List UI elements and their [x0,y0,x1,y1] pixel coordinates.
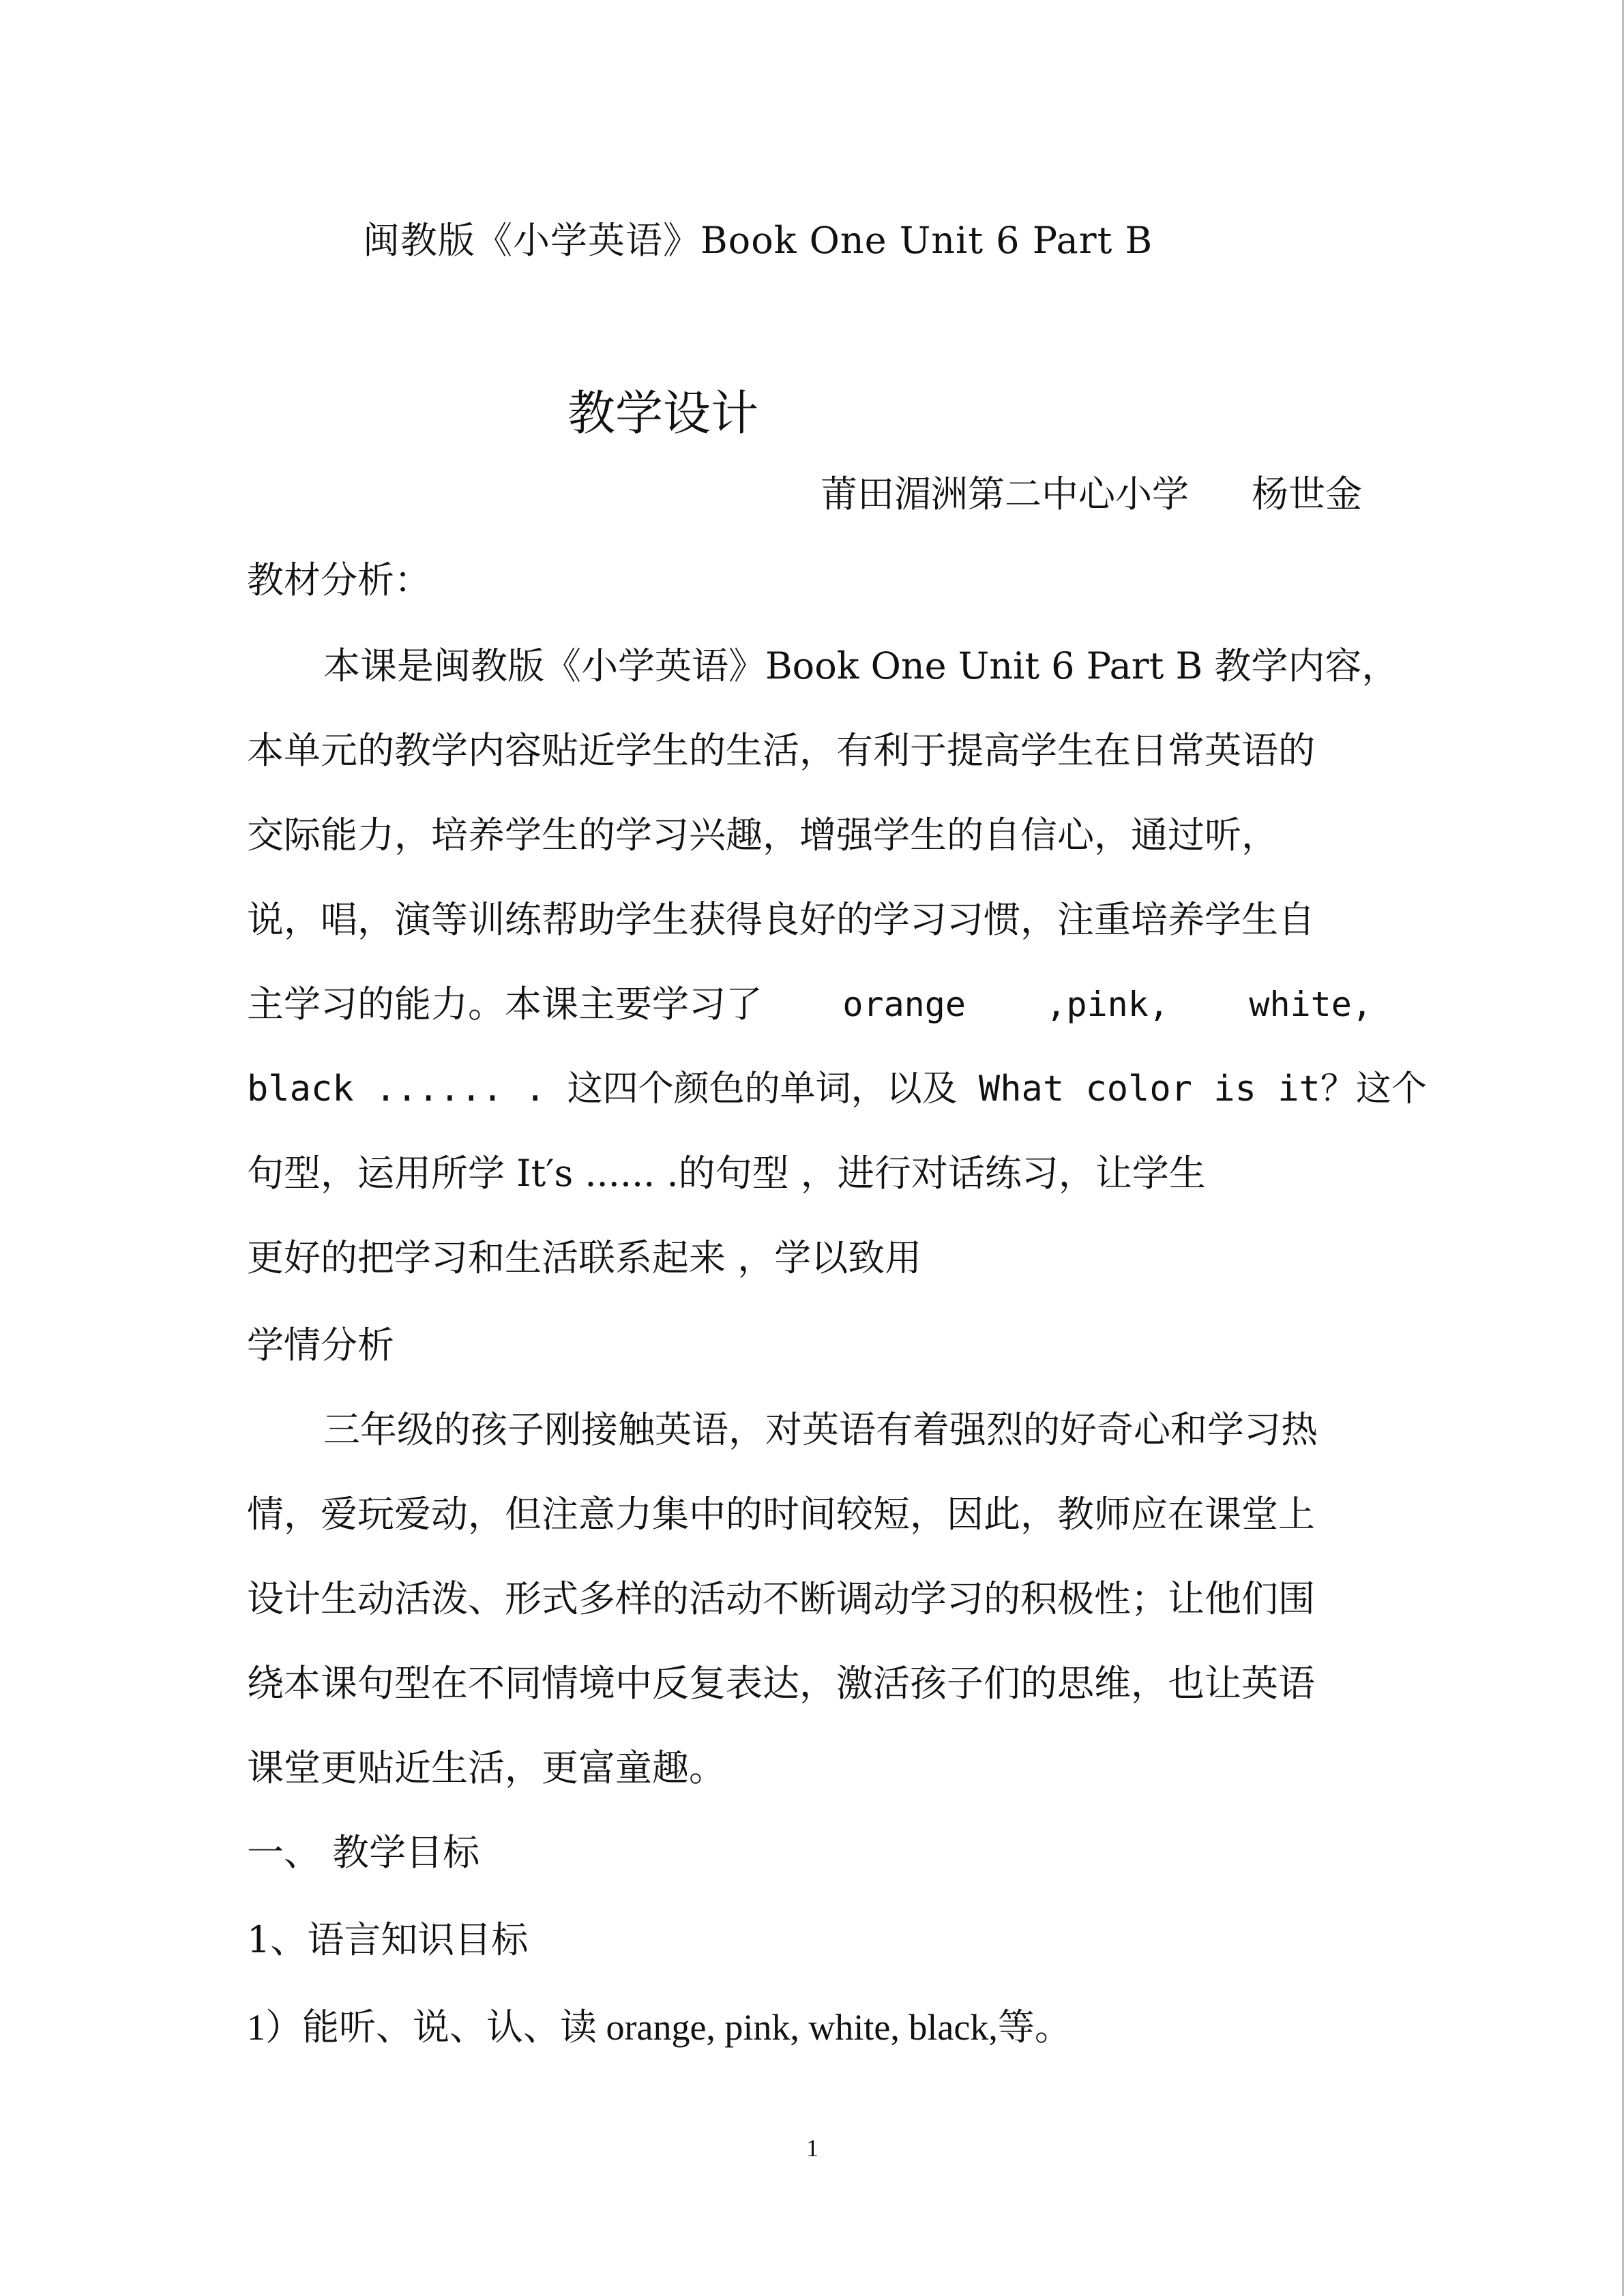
language-knowledge-heading: 1、语言知识目标 [247,1918,529,1961]
word-pink: ,pink, [1046,985,1169,1024]
learner-analysis-line-2: 情，爱玩爱动，但注意力集中的时间较短，因此，教师应在课堂上 [247,1493,1315,1536]
document-header-title: 闽教版《小学英语》Book One Unit 6 Part B [363,219,1153,262]
learner-analysis-line-1: 三年级的孩子刚接触英语，对英语有着强烈的好奇心和学习热 [323,1408,1318,1451]
author-name: 杨世金 [1252,473,1362,516]
material-analysis-line-4: 说，唱，演等训练帮助学生获得良好的学习习惯，注重培养学生自 [247,898,1315,941]
learner-analysis-line-4: 绕本课句型在不同情境中反复表达，激活孩子们的思维，也让英语 [247,1662,1315,1705]
material-analysis-line-3: 交际能力，培养学生的学习兴趣，增强学生的自信心，通过听， [247,814,1278,856]
material-analysis-line-2: 本单元的教学内容贴近学生的生活，有利于提高学生在日常英语的 [247,729,1315,772]
learner-analysis-heading: 学情分析 [247,1324,394,1367]
learner-analysis-line-3: 设计生动活泼、形式多样的活动不断调动学习的积极性；让他们围 [247,1577,1315,1620]
document-main-title: 教学设计 [567,385,758,441]
material-analysis-line-8: 更好的把学习和生活联系起来 ，学以致用 [247,1236,922,1279]
teaching-objectives-heading: 一、 教学目标 [247,1831,480,1874]
material-analysis-line-1: 本课是闽教版《小学英语》Book One Unit 6 Part B 教学内容， [323,644,1399,687]
objective-item-1: 1）能听、说、认、读 orange, pink, white, black,等。 [247,2007,1072,2048]
material-analysis-line-5-text: 主学习的能力。本课主要学习了 [247,983,763,1026]
material-analysis-line-7: 句型，运用所学 It′s ...... .的句型 ，进行对话练习，让学生 [247,1152,1206,1195]
word-white: white, [1249,985,1372,1024]
material-analysis-heading: 教材分析： [247,558,431,601]
school-name: 莆田湄洲第二中心小学 [821,473,1189,516]
page-number: 1 [806,2134,818,2162]
material-analysis-line-5 [247,981,1372,1028]
learner-analysis-line-5: 课堂更贴近生活，更富童趣。 [247,1746,726,1789]
material-analysis-line-6: black ...... . 这四个颜色的单词，以及 What color is it？这个 [247,1069,1427,1109]
author-line [821,471,1362,518]
word-orange: orange [842,985,966,1024]
